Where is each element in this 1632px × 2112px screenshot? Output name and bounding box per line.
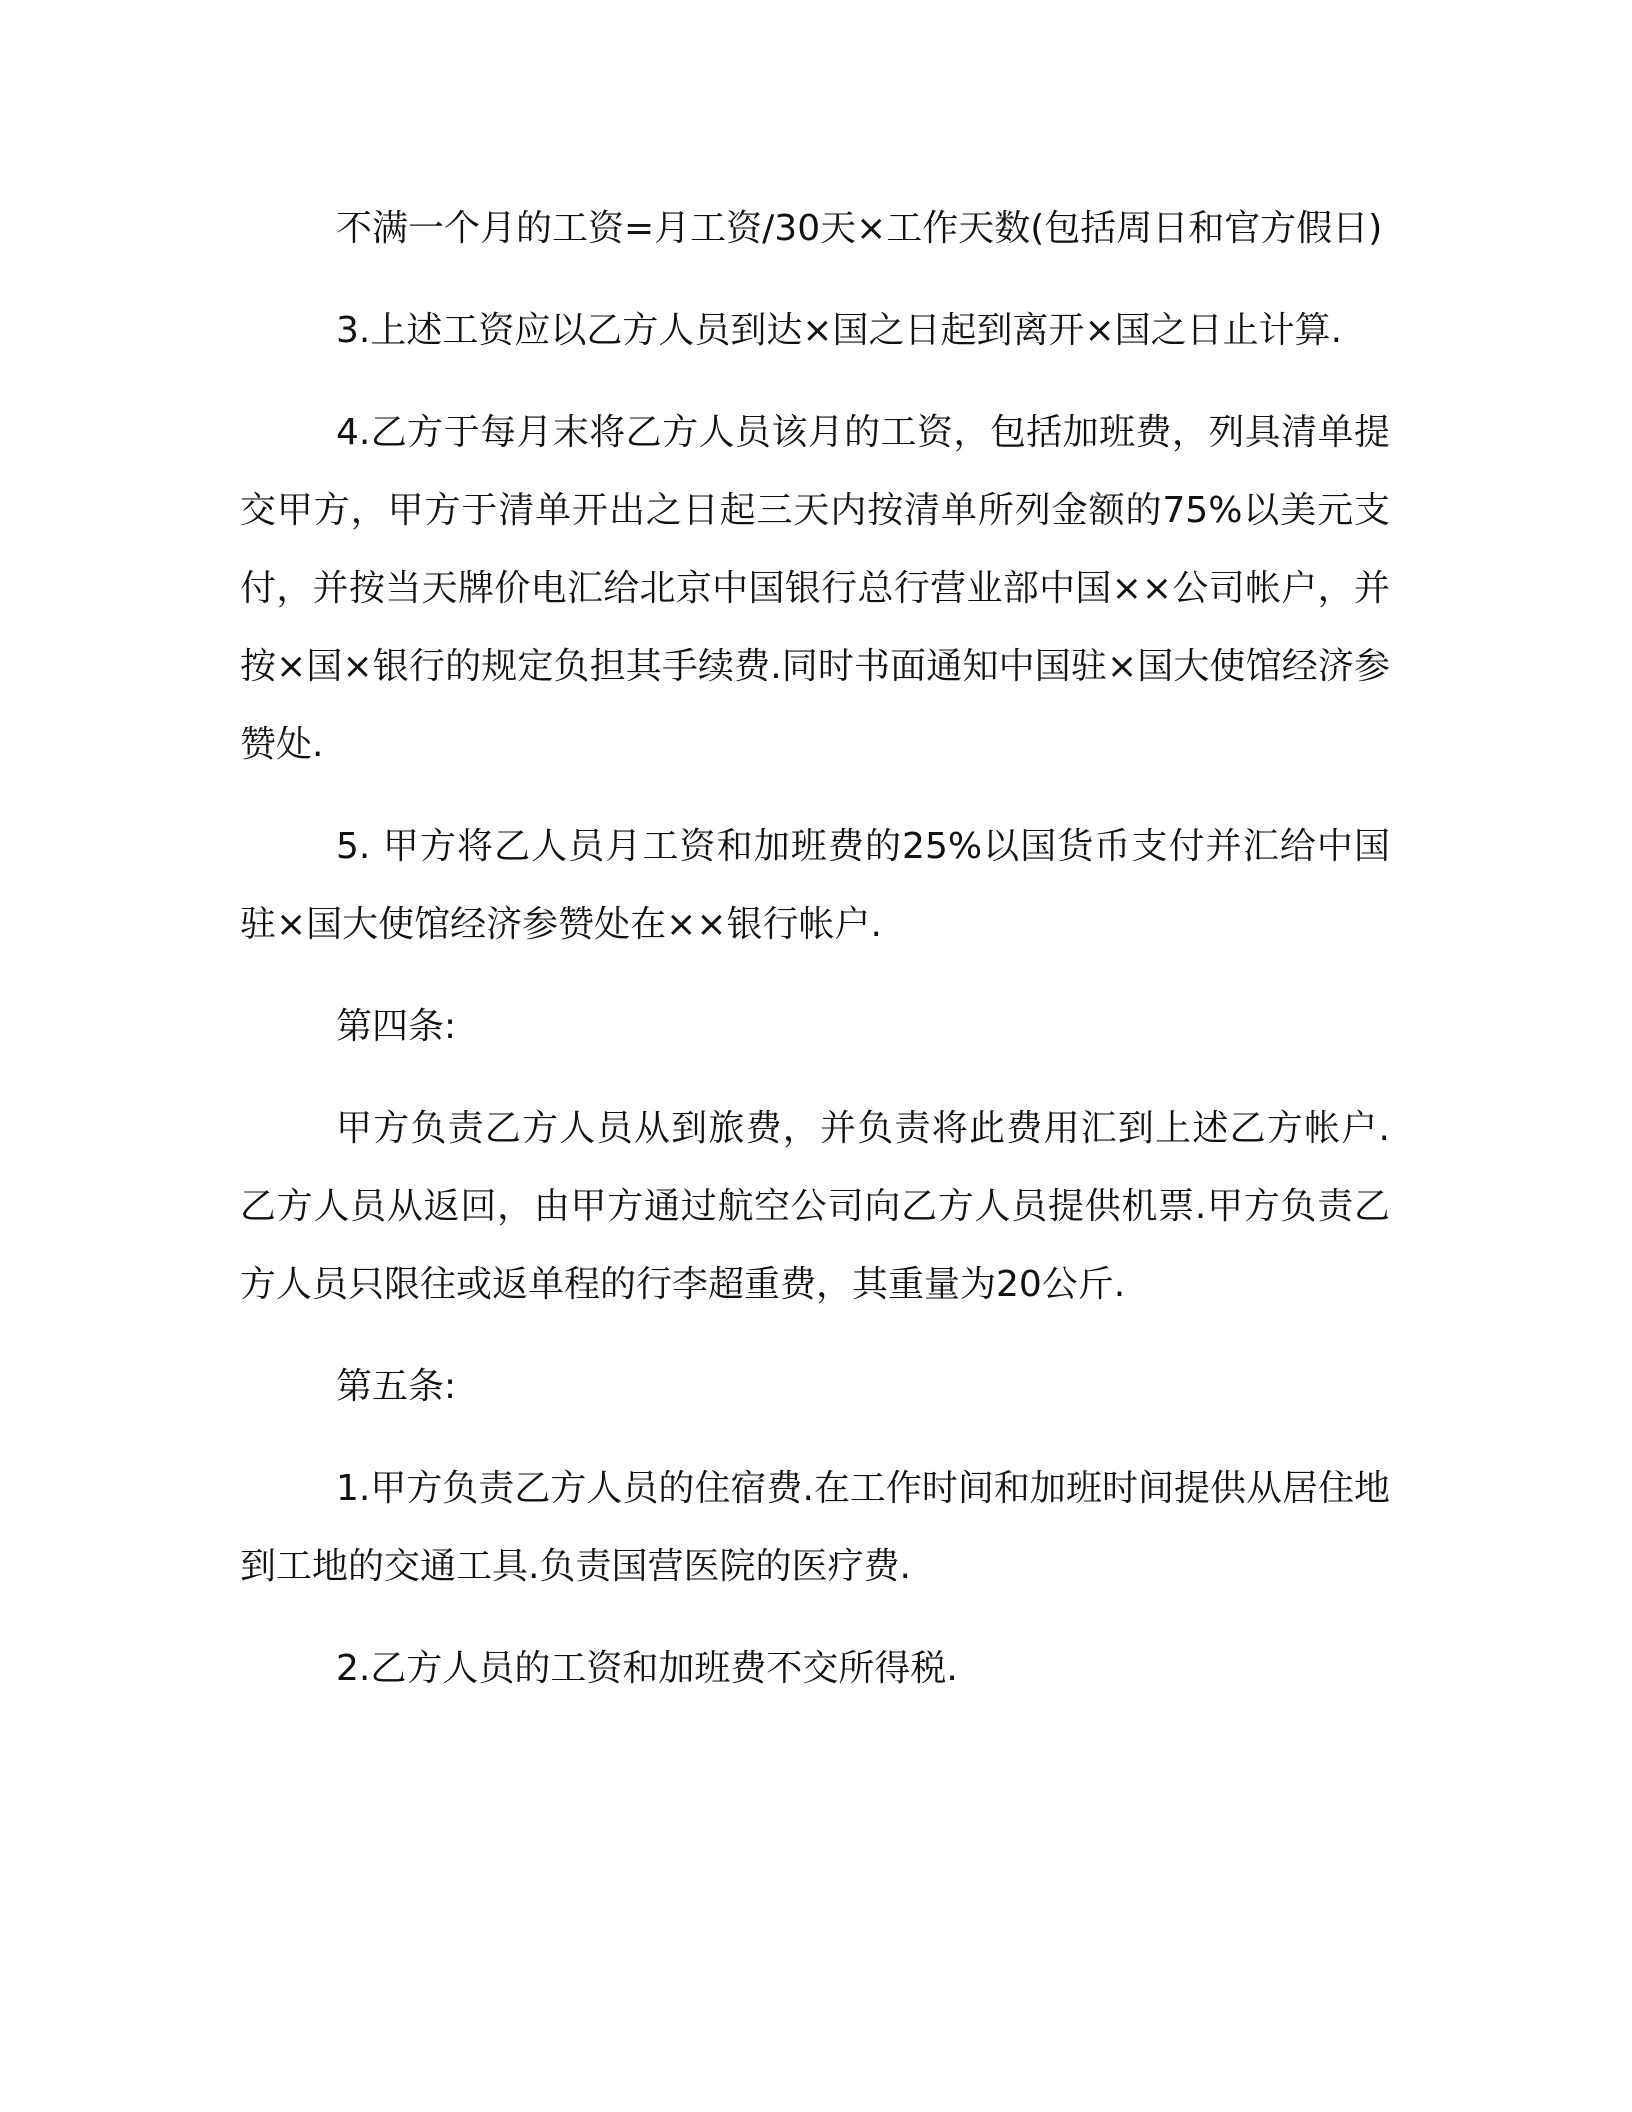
- article-5-heading: 第五条:: [336, 1366, 457, 1407]
- paragraph-article-4-body: 甲方负责乙方人员从到旅费，并负责将此费用汇到上述乙方帐户.乙方人员从返回，由甲方通过航空公司向乙方人员提供机票.甲方负责乙方人员只限往或返单程的行李超重费，其重量为20公斤.: [240, 1108, 1390, 1305]
- paragraph-clause-4: 4.乙方于每月末将乙方人员该月的工资，包括加班费，列具清单提交甲方，甲方于清单开出之日起三天内按清单所列金额的75%以美元支付，并按当天牌价电汇给北京中国银行总行营业部中国××公司帐户，并按×国×银行的规定负担其手续费.同时书面通知中国驻×国大使馆经济参赞处.: [240, 412, 1390, 765]
- paragraph-partial-month-wage: 不满一个月的工资=月工资/30天×工作天数(包括周日和官方假日): [336, 208, 1383, 249]
- paragraph-article-5-item-1: 1.甲方负责乙方人员的住宿费.在工作时间和加班时间提供从居住地到工地的交通工具.负责国营医院的医疗费.: [240, 1468, 1390, 1587]
- paragraph-clause-5: 5. 甲方将乙人员月工资和加班费的25%以国货币支付并汇给中国驻×国大使馆经济参赞处在××银行帐户.: [240, 826, 1390, 945]
- article-4-heading: 第四条:: [336, 1006, 457, 1047]
- paragraph-article-5-item-2: 2.乙方人员的工资和加班费不交所得税.: [336, 1648, 958, 1689]
- document-page: [240, 190, 1390, 1732]
- paragraph-clause-3: 3.上述工资应以乙方人员到达×国之日起到离开×国之日止计算.: [336, 310, 1343, 351]
